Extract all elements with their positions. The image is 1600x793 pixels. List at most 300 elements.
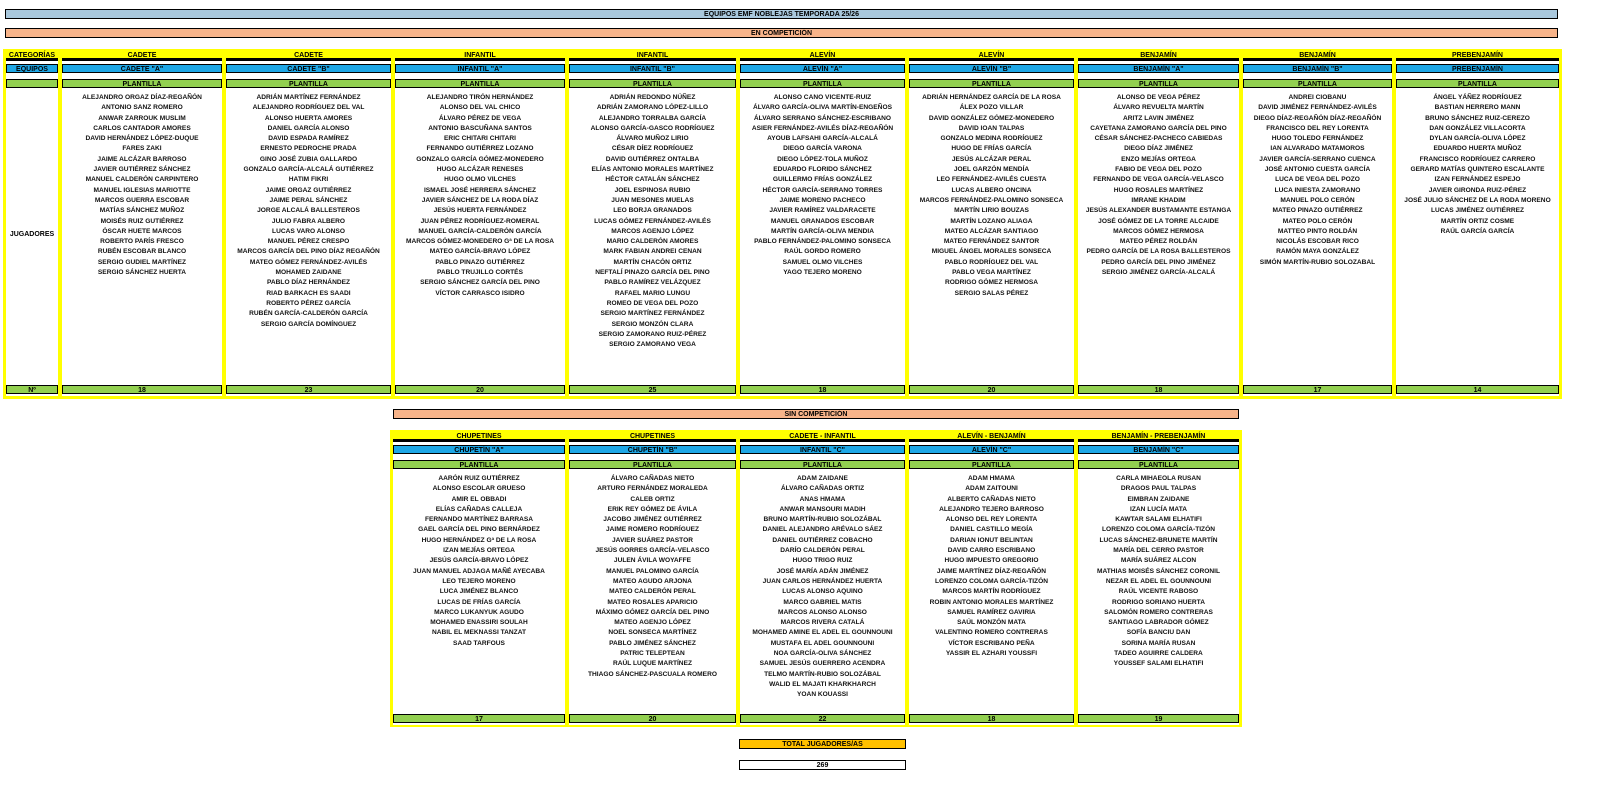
player-name: MATEO AGUDO ARJONA xyxy=(613,577,692,585)
player-name: DAVID HERNÁNDEZ LÓPEZ-DUQUE xyxy=(85,135,199,143)
team-name: INFANTIL "B" xyxy=(569,64,736,73)
player-count: 18 xyxy=(62,385,222,394)
player-name: ALONSO ESCOLAR GRUESO xyxy=(432,485,526,493)
player-name: RAÚL GORDO ROMERO xyxy=(784,248,861,256)
player-name: SAMUEL JESÚS GUERRERO ACENDRA xyxy=(759,660,886,668)
player-name: DAVID JIMÉNEZ FERNÁNDEZ-AVILÉS xyxy=(1258,104,1377,112)
teams-header: EQUIPOS xyxy=(6,64,58,73)
player-name: MATEO ROSALES APARICIO xyxy=(607,598,698,606)
player-count: 22 xyxy=(740,714,905,723)
player-name: GONZALO GARCÍA GÓMEZ-MONEDERO xyxy=(416,155,544,163)
player-name: DANIEL GARCÍA ALONSO xyxy=(267,124,350,132)
player-name: HÉCTOR CATALÁN SÁNCHEZ xyxy=(605,176,700,184)
player-name: SERGIO SALAS PÉREZ xyxy=(954,289,1029,297)
player-name: MARCOS GÓMEZ-MONEDERO Gª DE LA ROSA xyxy=(406,238,554,246)
player-name: BASTIAN HERRERO MANN xyxy=(1434,104,1521,112)
plantilla-header: PLANTILLA xyxy=(740,79,905,88)
player-name: JESÚS HUERTA FERNÁNDEZ xyxy=(433,207,527,215)
player-name: MARCOS RIVERA CATALÁ xyxy=(780,619,865,627)
team-name: BENJAMÍN "C" xyxy=(1078,445,1239,454)
player-name: GONZALO MEDINA RODRÍGUEZ xyxy=(940,135,1043,143)
player-name: VÍCTOR ESCRIBANO PEÑA xyxy=(948,639,1035,647)
players-label: JUGADORES xyxy=(9,231,55,238)
player-name: FERNANDO DE VEGA GARCÍA-VELASCO xyxy=(1093,176,1224,184)
player-name: DAVID GONZÁLEZ GÓMEZ-MONEDERO xyxy=(928,114,1055,122)
player-name: SERGIO ZAMORANO VEGA xyxy=(609,341,696,349)
player-count: 18 xyxy=(909,714,1074,723)
player-name: ÁLVARO PÉREZ DE VEGA xyxy=(438,114,522,122)
player-name: SERGIO SÁNCHEZ GARCÍA DEL PINO xyxy=(420,279,540,287)
player-name: ANDREI CIOBANU xyxy=(1288,94,1347,101)
player-name: EDUARDO HUERTA MUÑOZ xyxy=(1433,145,1522,153)
player-name: JESÚS GORRES GARCÍA-VELASCO xyxy=(595,547,710,555)
player-name: DIEGO DÍAZ JIMÉNEZ xyxy=(1124,145,1193,153)
player-name: GONZALO GARCÍA-ALCALÁ GUTIÉRREZ xyxy=(243,166,374,174)
player-count: 20 xyxy=(909,385,1074,394)
player-name: SIMÓN MARTÍN-RUBIO SOLOZABAL xyxy=(1259,258,1376,266)
player-name: EDUARDO FLORIDO SÁNCHEZ xyxy=(773,166,872,174)
player-name: ÁLVARO SERRANO SÁNCHEZ-ESCRIBANO xyxy=(753,114,892,122)
player-name: SAMUEL OLMO VILCHES xyxy=(782,258,863,266)
player-name: RUBÉN ESCOBAR BLANCO xyxy=(97,248,187,256)
player-name: AMIR EL OBBADI xyxy=(451,495,507,503)
player-name: NEFTALÍ PINAZO GARCÍA DEL PINO xyxy=(595,269,710,277)
player-name: ROMEO DE VEGA DEL POZO xyxy=(606,299,699,307)
player-name: MANUEL GARCÍA-CALDERÓN GARCÍA xyxy=(418,227,542,235)
player-name: YASSIR EL AZHARI YOUSSFI xyxy=(945,650,1038,658)
player-name: JOEL ESPINOSA RUBIO xyxy=(614,186,691,194)
player-name: MANUEL GRANADOS ESCOBAR xyxy=(770,217,875,225)
player-name: BRUNO SÁNCHEZ RUIZ-CEREZO xyxy=(1425,114,1530,122)
player-name: ÓSCAR HUETE MARCOS xyxy=(102,227,182,235)
player-name: MOHAMED AMINE EL ADEL EL GOUNNOUNI xyxy=(752,629,893,637)
player-name: MARTÍN GARCÍA-OLIVA MENDIA xyxy=(771,227,874,235)
player-name: SAMUEL RAMÍREZ GAVIRIA xyxy=(947,608,1036,616)
category-header: INFANTIL xyxy=(569,51,736,61)
player-name: MARTÍN LIRIO BOUZAS xyxy=(954,207,1029,215)
player-name: ALONSO DEL VAL CHICO xyxy=(439,104,521,112)
player-name: ADAM ZAIDANE xyxy=(797,475,848,482)
category-header: CHUPETINES xyxy=(393,432,565,442)
plantilla-header: PLANTILLA xyxy=(1243,79,1392,88)
player-name: HUGO ALCÁZAR RENESES xyxy=(436,166,524,174)
player-name: DANIEL CASTILLO MEGÍA xyxy=(950,526,1033,534)
player-name: EIMBRAN ZAIDANE xyxy=(1127,495,1190,503)
player-name: DIEGO GARCÍA VARONA xyxy=(783,145,862,153)
player-name: JESÚS ALEXANDER BUSTAMANTE ESTANGA xyxy=(1085,207,1232,215)
player-name: YOAN KOUASSI xyxy=(797,691,848,699)
player-list xyxy=(1078,93,1239,278)
player-name: DYLAN GARCÍA-OLIVA LÓPEZ xyxy=(1429,135,1526,143)
category-header: CADETE xyxy=(62,51,222,61)
category-header: ALEVÍN xyxy=(740,51,905,61)
team-name: INFANTIL "C" xyxy=(740,445,905,454)
player-name: ADRIÁN MARTÍNEZ FERNÁNDEZ xyxy=(256,94,361,101)
player-name: SALOMÓN ROMERO CONTRERAS xyxy=(1104,608,1213,616)
category-header: BENJAMÍN - PREBENJAMÍN xyxy=(1078,432,1239,442)
team-column xyxy=(1078,432,1239,725)
player-name: SERGIO MARTÍNEZ FERNÁNDEZ xyxy=(600,310,705,318)
player-name: NABIL EL MEKNASSI TANZAT xyxy=(431,629,527,637)
player-name: DAVID CARRO ESCRIBANO xyxy=(947,547,1036,555)
player-name: MARTÍN CHACÓN ORTIZ xyxy=(613,258,692,266)
player-name: LEO FERNÁNDEZ-AVILÉS CUESTA xyxy=(936,176,1047,184)
player-name: MATHIAS MOISÉS SÁNCHEZ CORONIL xyxy=(1097,567,1220,575)
player-name: HUGO HERNÁNDEZ Gª DE LA ROSA xyxy=(421,536,537,544)
player-name: ERNESTO PEDROCHE PRADA xyxy=(260,145,357,153)
player-name: ELÍAS ANTONIO MORALES MARTÍNEZ xyxy=(591,166,714,174)
player-name: ALEJANDRO ORGAZ DÍAZ-REGAÑÓN xyxy=(82,94,202,101)
plantilla-header: PLANTILLA xyxy=(395,79,565,88)
player-name: SERGIO MONZÓN CLARA xyxy=(611,320,694,328)
player-name: ADAM HMAMA xyxy=(968,475,1015,482)
player-name: DANIEL GUTIÉRREZ COBACHO xyxy=(772,536,873,544)
player-name: ANTONIO SANZ ROMERO xyxy=(101,104,183,112)
player-name: MOHAMED ZAIDANE xyxy=(275,269,342,277)
player-name: JAVIER GARCÍA-SERRANO CUENCA xyxy=(1259,155,1376,163)
category-header: INFANTIL xyxy=(395,51,565,61)
player-name: HUGO TOLEDO FERNÁNDEZ xyxy=(1271,135,1364,143)
player-name: DAVID IOAN TALPAS xyxy=(958,124,1025,132)
player-name: JESÚS ALCÁZAR PERAL xyxy=(951,155,1032,163)
player-name: JUAN CARLOS HERNÁNDEZ HUERTA xyxy=(762,577,883,585)
player-name: LUCA DE VEGA DEL POZO xyxy=(1275,176,1360,184)
player-name: JAIME MARTÍNEZ DÍAZ-REGAÑÓN xyxy=(936,567,1047,575)
player-name: YOUSSEF SALAMI ELHATIFI xyxy=(1113,660,1204,668)
team-name: ALEVÍN "C" xyxy=(909,445,1074,454)
team-column xyxy=(226,51,391,396)
player-name: MARCO LUKANYUK AGUDO xyxy=(434,608,524,616)
player-name: ASIER FERNÁNDEZ-AVILÉS DÍAZ-REGAÑÓN xyxy=(751,124,894,132)
player-name: HÉCTOR GARCÍA-SERRANO TORRES xyxy=(762,186,883,194)
player-name: SERGIO JIMÉNEZ GARCÍA-ALCALÁ xyxy=(1101,269,1216,277)
player-name: JUAN PÉREZ RODRÍGUEZ-ROMERAL xyxy=(420,217,540,225)
player-name: JOSÉ GÓMEZ DE LA TORRE ALCAIDE xyxy=(1098,217,1219,225)
player-name: ERIK REY GÓMEZ DE ÁVILA xyxy=(607,505,698,513)
team-column xyxy=(1243,51,1392,396)
player-name: LEO BORJA GRANADOS xyxy=(613,207,692,215)
player-name: MARÍA SUÁREZ ALCON xyxy=(1120,557,1197,565)
player-name: PABLO FERNÁNDEZ-PALOMINO SONSECA xyxy=(754,238,891,246)
player-name: RUBÉN GARCÍA-CALDERÓN GARCÍA xyxy=(249,310,368,318)
player-count: 25 xyxy=(569,385,736,394)
player-name: MARCOS ALONSO ALONSO xyxy=(778,608,867,616)
player-name: IZAN MEJÍAS ORTEGA xyxy=(443,547,515,555)
player-name: LUCAS DE FRÍAS GARCÍA xyxy=(437,598,521,606)
player-name: TELMO MARTÍN-RUBIO SOLOZÁBAL xyxy=(764,670,881,678)
player-name: JAIME MORENO PACHECO xyxy=(779,196,866,204)
player-name: ISMAEL JOSÉ HERRERA SÁNCHEZ xyxy=(423,186,537,194)
player-name: RAÚL LUQUE MARTÍNEZ xyxy=(613,660,692,668)
player-name: PABLO DÍAZ HERNÁNDEZ xyxy=(266,279,351,287)
player-name: MOHAMED ENASSIRI SOULAH xyxy=(430,619,528,627)
player-name: ADAM ZAITOUNI xyxy=(965,485,1018,493)
player-name: MATEO FERNÁNDEZ SANTOR xyxy=(943,238,1040,246)
player-count: 18 xyxy=(1078,385,1239,394)
player-name: CAYETANA ZAMORANO GARCÍA DEL PINO xyxy=(1090,124,1227,132)
category-header: BENJAMÍN xyxy=(1078,51,1239,61)
player-name: ADRIÁN REDONDO NÚÑEZ xyxy=(609,94,696,101)
player-name: ALONSO CANO VICENTE-RUIZ xyxy=(773,94,872,101)
player-list xyxy=(1243,93,1392,268)
player-name: ALEJANDRO TORRALBA GARCÍA xyxy=(598,114,707,122)
player-name: HUGO ROSALES MARTÍNEZ xyxy=(1113,186,1204,194)
player-name: PEDRO GARCÍA DEL PINO JIMÉNEZ xyxy=(1101,258,1216,266)
player-count: 19 xyxy=(1078,714,1239,723)
player-name: CÉSAR DÍEZ RODRÍGUEZ xyxy=(611,145,694,153)
player-name: ALONSO HUERTA AMORES xyxy=(264,114,353,122)
player-list xyxy=(569,93,736,350)
player-name: MOISÉS RUIZ GUTIÉRREZ xyxy=(100,217,184,225)
player-name: ÁLEX POZO VILLAR xyxy=(959,104,1024,112)
player-name: JAIME ROMERO RODRÍGUEZ xyxy=(605,526,700,534)
plantilla-header: PLANTILLA xyxy=(226,79,391,88)
team-column xyxy=(909,51,1074,396)
team-column xyxy=(740,432,905,725)
player-name: FERNANDO GUTIÉRREZ LOZANO xyxy=(426,145,534,153)
team-column xyxy=(569,432,736,725)
player-name: SERGIO GARCÍA DOMÍNGUEZ xyxy=(260,320,357,328)
page-title: EQUIPOS EMF NOBLEJAS TEMPORADA 25/26 xyxy=(5,9,1558,19)
category-header: CADETE xyxy=(226,51,391,61)
player-count: 20 xyxy=(569,714,736,723)
category-header: CHUPETINES xyxy=(569,432,736,442)
player-name: CALEB ORTIZ xyxy=(630,495,675,503)
player-count: 17 xyxy=(393,714,565,723)
team-column xyxy=(909,432,1074,725)
player-name: JOSÉ MARÍA ADÁN JIMÉNEZ xyxy=(776,567,869,575)
player-name: NOEL SONSECA MARTÍNEZ xyxy=(608,629,697,637)
player-name: JORGE ALCALÁ BALLESTEROS xyxy=(257,207,360,215)
player-name: MANUEL IGLESIAS MARIOTTE xyxy=(93,186,191,194)
player-name: MANUEL PALOMINO GARCÍA xyxy=(606,567,699,575)
player-name: ADRIÁN HERNÁNDEZ GARCÍA DE LA ROSA xyxy=(922,94,1061,101)
player-name: DARÍO CALDERÓN PERAL xyxy=(780,547,865,555)
player-name: PABLO RAMÍREZ VELÁZQUEZ xyxy=(604,279,701,287)
player-name: MARCOS MARTÍN RODRÍGUEZ xyxy=(942,588,1041,596)
player-name: SERGIO GUDIEL MARTÍNEZ xyxy=(97,258,187,266)
player-name: MANUEL POLO CERÓN xyxy=(1280,196,1355,204)
plantilla-header: PLANTILLA xyxy=(1396,79,1559,88)
player-name: MATEO GÓMEZ FERNÁNDEZ-AVILÉS xyxy=(249,258,368,266)
player-name: ÁNGEL YÁÑEZ RODRÍGUEZ xyxy=(1433,94,1522,101)
plantilla-header: PLANTILLA xyxy=(569,79,736,88)
total-label: TOTAL JUGADORES/AS xyxy=(739,739,906,749)
team-name: ALEVÍN "B" xyxy=(909,64,1074,73)
player-count: 14 xyxy=(1396,385,1559,394)
player-name: DAVID ESPADA RAMÍREZ xyxy=(268,135,349,143)
player-name: MARCOS GARCÍA DEL PINO DÍAZ REGAÑÓN xyxy=(237,248,380,256)
player-name: JUAN MANUEL ADJAGA MAÑÉ AYECABA xyxy=(413,567,545,575)
player-name: DANIEL ALEJANDRO ARÉVALO SÁEZ xyxy=(762,526,883,534)
player-name: LUCAS ALONSO AQUINO xyxy=(782,588,863,596)
player-name: HUGO OLMO VILCHES xyxy=(444,176,516,184)
player-name: RAFAEL MARIO LUNGU xyxy=(614,289,691,297)
player-name: MARCO GABRIEL MATIS xyxy=(783,598,862,606)
player-name: ANTONIO BASCUÑANA SANTOS xyxy=(428,124,532,132)
player-name: MARÍA DEL CERRO PASTOR xyxy=(1113,547,1204,555)
player-list xyxy=(226,93,391,330)
player-name: IMRANE KHADIM xyxy=(1131,196,1186,204)
plantilla-header: PLANTILLA xyxy=(740,460,905,469)
player-name: MATEO POLO CERÓN xyxy=(1282,217,1353,225)
plantilla-header: PLANTILLA xyxy=(909,460,1074,469)
categories-header: CATEGORÍAS xyxy=(6,51,58,61)
team-name: CADETE "B" xyxy=(226,64,391,73)
player-name: THIAGO SÁNCHEZ-PASCUALA ROMERO xyxy=(588,670,717,678)
team-name: INFANTIL "A" xyxy=(395,64,565,73)
player-name: NICOLÁS ESCOBAR RICO xyxy=(1276,238,1359,246)
player-name: JAIME ORGAZ GUTIÉRREZ xyxy=(265,186,352,194)
player-name: LUCA JIMÉNEZ BLANCO xyxy=(439,588,519,596)
player-name: LORENZO COLOMA GARCÍA-TIZÓN xyxy=(1102,526,1215,534)
team-name: BENJAMÍN "A" xyxy=(1078,64,1239,73)
player-name: AARÓN RUIZ GUTIÉRREZ xyxy=(438,475,520,482)
player-name: IZAN FERNÁNDEZ ESPEJO xyxy=(1434,176,1521,184)
plantilla-header: PLANTILLA xyxy=(569,460,736,469)
player-name: JAVIER SUÁREZ PASTOR xyxy=(612,536,693,544)
player-name: WALID EL MAJATI KHARKHARCH xyxy=(769,680,876,688)
player-name: HUGO IMPUESTO GREGORIO xyxy=(944,557,1039,565)
category-header: PREBENJAMÍN xyxy=(1396,51,1559,61)
team-name: CADETE "A" xyxy=(62,64,222,73)
team-name: CHUPETÍN "A" xyxy=(393,445,565,454)
player-name: FRANCISCO DEL REY LORENTA xyxy=(1266,124,1369,132)
player-name: FABIO DE VEGA DEL POZO xyxy=(1115,166,1202,174)
player-name: ÁLVARO GARCÍA-OLIVA MARTÍN-ENGEÑOS xyxy=(753,104,892,112)
player-name: MATEO AGENJO LÓPEZ xyxy=(614,619,691,627)
player-name: JESÚS GARCÍA-BRAVO LÓPEZ xyxy=(429,557,529,565)
player-name: ÁLVARO CAÑADAS ORTIZ xyxy=(780,485,865,493)
player-name: ROBERTO PÉREZ GARCÍA xyxy=(266,299,351,307)
no-competition-banner: SIN COMPETICIÓN xyxy=(393,409,1239,419)
player-name: JUAN MESONES MUELAS xyxy=(611,196,694,204)
team-name: CHUPETÍN "B" xyxy=(569,445,736,454)
player-name: MATEO ALCÁZAR SANTIAGO xyxy=(944,227,1039,235)
team-column xyxy=(1396,51,1559,396)
player-name: MARCOS GUERRA ESCOBAR xyxy=(94,196,190,204)
player-name: HATIM FIKRI xyxy=(288,176,329,184)
plantilla-header: PLANTILLA xyxy=(62,79,222,88)
player-list xyxy=(62,93,222,278)
player-name: SERGIO SÁNCHEZ HUERTA xyxy=(97,269,187,277)
player-name: ARTURO FERNÁNDEZ MORALEDA xyxy=(597,485,708,493)
player-name: DARIAN IONUT BELINTAN xyxy=(950,536,1033,544)
category-header: ALEVÍN xyxy=(909,51,1074,61)
player-name: YAGO TEJERO MORENO xyxy=(783,269,862,277)
player-name: PATRIC TELEPTEAN xyxy=(620,650,685,658)
player-name: MARCOS AGENJO LÓPEZ xyxy=(611,227,694,235)
player-list xyxy=(740,93,905,278)
player-name: IAN ALVARADO MATAMOROS xyxy=(1270,145,1365,153)
team-column xyxy=(395,51,565,396)
player-name: ADRIÁN ZAMORANO LÓPEZ-LILLO xyxy=(596,104,709,112)
player-list xyxy=(909,93,1074,299)
player-name: BRUNO MARTÍN-RUBIO SOLOZÁBAL xyxy=(763,516,882,524)
player-name: VÍCTOR CARRASCO ISIDRO xyxy=(435,289,525,297)
player-name: GERARD MATÍAS QUINTERO ESCALANTE xyxy=(1410,166,1545,174)
player-name: PABLO TRUJILLO CORTÉS xyxy=(437,269,523,277)
player-name: MARTÍN LOZANO ALIAGA xyxy=(950,217,1033,225)
player-name: JOEL GARZÓN MENDÍA xyxy=(953,166,1030,174)
player-name: ÁLVARO MUÑOZ LIRIO xyxy=(616,135,689,143)
team-column xyxy=(62,51,222,396)
player-name: JAVIER GIRONDA RUIZ-PÉREZ xyxy=(1428,186,1527,194)
player-name: SORINA MARÍA RUSAN xyxy=(1121,639,1196,647)
player-name: MANUEL PÉREZ CRESPO xyxy=(267,238,350,246)
player-name: LUCAS ALBERO ONCINA xyxy=(951,186,1032,194)
player-name: JOSÉ JULIO SÁNCHEZ DE LA RODA MORENO xyxy=(1404,196,1551,204)
player-list xyxy=(740,474,905,701)
player-name: ANWAR MANSOURI MADIH xyxy=(779,505,866,513)
player-name: DIEGO DÍAZ-REGAÑÓN DÍAZ-REGAÑÓN xyxy=(1253,114,1382,122)
player-name: ALONSO DE VEGA PÉREZ xyxy=(1116,94,1201,101)
category-header: ALEVÍN - BENJAMÍN xyxy=(909,432,1074,442)
player-name: ANWAR ZARROUK MUSLIM xyxy=(98,114,186,122)
player-name: FERNANDO MARTÍNEZ BARRASA xyxy=(424,516,534,524)
player-name: DIEGO LÓPEZ-TOLA MUÑOZ xyxy=(777,155,868,163)
player-name: JACOBO JIMÉNEZ GUTIÉRREZ xyxy=(603,516,702,524)
player-name: MUSTAFA EL ADEL GOUNNOUNI xyxy=(770,639,875,647)
player-name: SAAD TARFOUS xyxy=(453,639,505,647)
plantilla-header: PLANTILLA xyxy=(1078,79,1239,88)
player-name: RAÚL VICENTE RABOSO xyxy=(1118,588,1199,596)
player-name: AYOUB LAFSAHI GARCÍA-ALCALÁ xyxy=(767,135,878,143)
player-name: PABLO JIMÉNEZ SÁNCHEZ xyxy=(609,639,696,647)
player-name: ALEJANDRO TIRÓN HERNÁNDEZ xyxy=(426,94,534,101)
player-name: RAÚL GARCÍA GARCÍA xyxy=(1440,227,1515,235)
player-name: DAVID GUTIÉRREZ ONTALBA xyxy=(605,155,700,163)
player-name: LUCA INIESTA ZAMORANO xyxy=(1274,186,1361,194)
player-name: FARES ZAKI xyxy=(122,145,162,153)
player-name: JAIME PERAL SÁNCHEZ xyxy=(269,196,348,204)
player-name: ROBIN ANTONIO MORALES MARTÍNEZ xyxy=(929,598,1054,606)
player-name: ELÍAS CAÑADAS CALLEJA xyxy=(435,505,523,513)
player-name: JOSÉ ANTONIO CUESTA GARCÍA xyxy=(1264,166,1371,174)
player-name: TADEO AGUIRRE CALDERA xyxy=(1114,650,1203,658)
player-name: JAVIER SÁNCHEZ DE LA RODA DÍAZ xyxy=(421,196,539,204)
player-name: HUGO DE FRÍAS GARCÍA xyxy=(951,145,1032,153)
team-name: ALEVÍN "A" xyxy=(740,64,905,73)
player-name: ALONSO DEL REY LORENTA xyxy=(945,516,1038,524)
player-name: DAN GONZÁLEZ VILLACORTA xyxy=(1429,124,1526,132)
player-name: LUCAS VARO ALONSO xyxy=(272,227,345,235)
player-name: MIGUEL ÁNGEL MORALES SONSECA xyxy=(931,248,1052,256)
player-name: MATEO GARCÍA-BRAVO LÓPEZ xyxy=(429,248,531,256)
player-name: LUCAS JIMÉNEZ GUTIÉRREZ xyxy=(1430,207,1525,215)
player-name: MATEO PÉREZ ROLDÁN xyxy=(1119,238,1198,246)
player-name: PABLO RODRÍGUEZ DEL VAL xyxy=(944,258,1039,266)
player-name: LUCAS GÓMEZ FERNÁNDEZ-AVILÉS xyxy=(594,217,711,225)
player-count: 23 xyxy=(226,385,391,394)
player-name: SAÚL MONZÓN MATA xyxy=(957,619,1026,627)
player-count: 20 xyxy=(395,385,565,394)
player-name: GUILLERMO FRÍAS GONZÁLEZ xyxy=(772,176,873,184)
team-column xyxy=(740,51,905,396)
team-name: BENJAMÍN "B" xyxy=(1243,64,1392,73)
label-column xyxy=(6,51,58,396)
player-name: PABLO VEGA MARTÍNEZ xyxy=(952,269,1031,277)
player-name: MÁXIMO GÓMEZ GARCÍA DEL PINO xyxy=(595,608,710,616)
player-name: SANTIAGO LABRADOR GÓMEZ xyxy=(1108,619,1209,627)
player-list xyxy=(569,474,736,680)
player-name: RODRIGO SORIANO HUERTA xyxy=(1112,598,1205,606)
player-name: ÁLVARO REVUELTA MARTÍN xyxy=(1113,104,1204,112)
plantilla-header: PLANTILLA xyxy=(1078,460,1239,469)
player-name: VALENTINO ROMERO CONTRERAS xyxy=(935,629,1048,637)
player-list xyxy=(395,93,565,299)
player-name: ALEJANDRO TEJERO BARROSO xyxy=(939,505,1044,513)
